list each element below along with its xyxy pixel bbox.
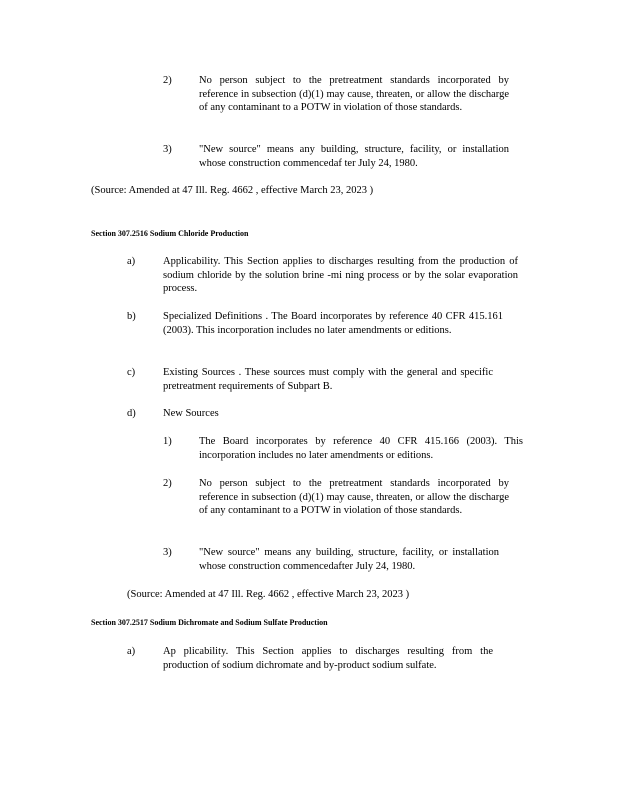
subitem-text: No person subject to the pretreatment standards incorporated by reference in subsection (d)(1) may cause, threaten, or allow the discharge of any contaminant to a POTW in violation of those standards.	[199, 478, 509, 516]
subitem-text: "New source" means any building, structure, facility, or installation whose construction commencedafter July 24, 1980.	[199, 547, 499, 572]
item-number: c)	[127, 367, 136, 378]
item-text: No person subject to the pretreatment standards incorporated by reference in subsection (d)(1) may cause, threaten, or allow the discharge of any contaminant to a POTW in violation of those standards.	[199, 75, 509, 113]
section-heading: Section 307.2516 Sodium Chloride Production	[91, 229, 249, 238]
item-text: Ap plicability. This Section applies to discharges resulting from the production of sodium dichromate and by-product sodium sulfate.	[163, 646, 493, 671]
item-text: Applicability. This Section applies to discharges resulting from the production of sodium chloride by the solution brine -mi ning process or by the solar evaporation process.	[163, 256, 518, 294]
source-note: (Source: Amended at 47 Ill. Reg. 4662 , effective March 23, 2023 )	[127, 589, 410, 600]
item-text: Existing Sources . These sources must comply with the general and specific pretreatment requirements of Subpart B.	[163, 367, 493, 392]
section-heading: Section 307.2517 Sodium Dichromate and Sodium Sulfate Production	[91, 618, 328, 627]
item-number: b)	[127, 311, 136, 322]
item-text: Specialized Definitions . The Board incorporates by reference 40 CFR 415.161 (2003). This incorporation includes no later amendments or editions.	[163, 311, 503, 336]
subitem-number: 2)	[163, 478, 172, 489]
subitem-text: The Board incorporates by reference 40 CFR 415.166 (2003). This incorporation includes no later amendments or editions.	[199, 436, 523, 461]
item-text: "New source" means any building, structure, facility, or installation whose construction commencedaf ter July 24, 1980.	[199, 144, 509, 169]
item-number: 2)	[163, 75, 172, 86]
item-number: d)	[127, 408, 136, 419]
subitem-number: 3)	[163, 547, 172, 558]
item-text: New Sources	[163, 408, 219, 419]
item-number: a)	[127, 646, 136, 657]
source-note: (Source: Amended at 47 Ill. Reg. 4662 , effective March 23, 2023 )	[91, 185, 374, 196]
subitem-number: 1)	[163, 436, 172, 447]
item-number: a)	[127, 256, 136, 267]
item-number: 3)	[163, 144, 172, 155]
